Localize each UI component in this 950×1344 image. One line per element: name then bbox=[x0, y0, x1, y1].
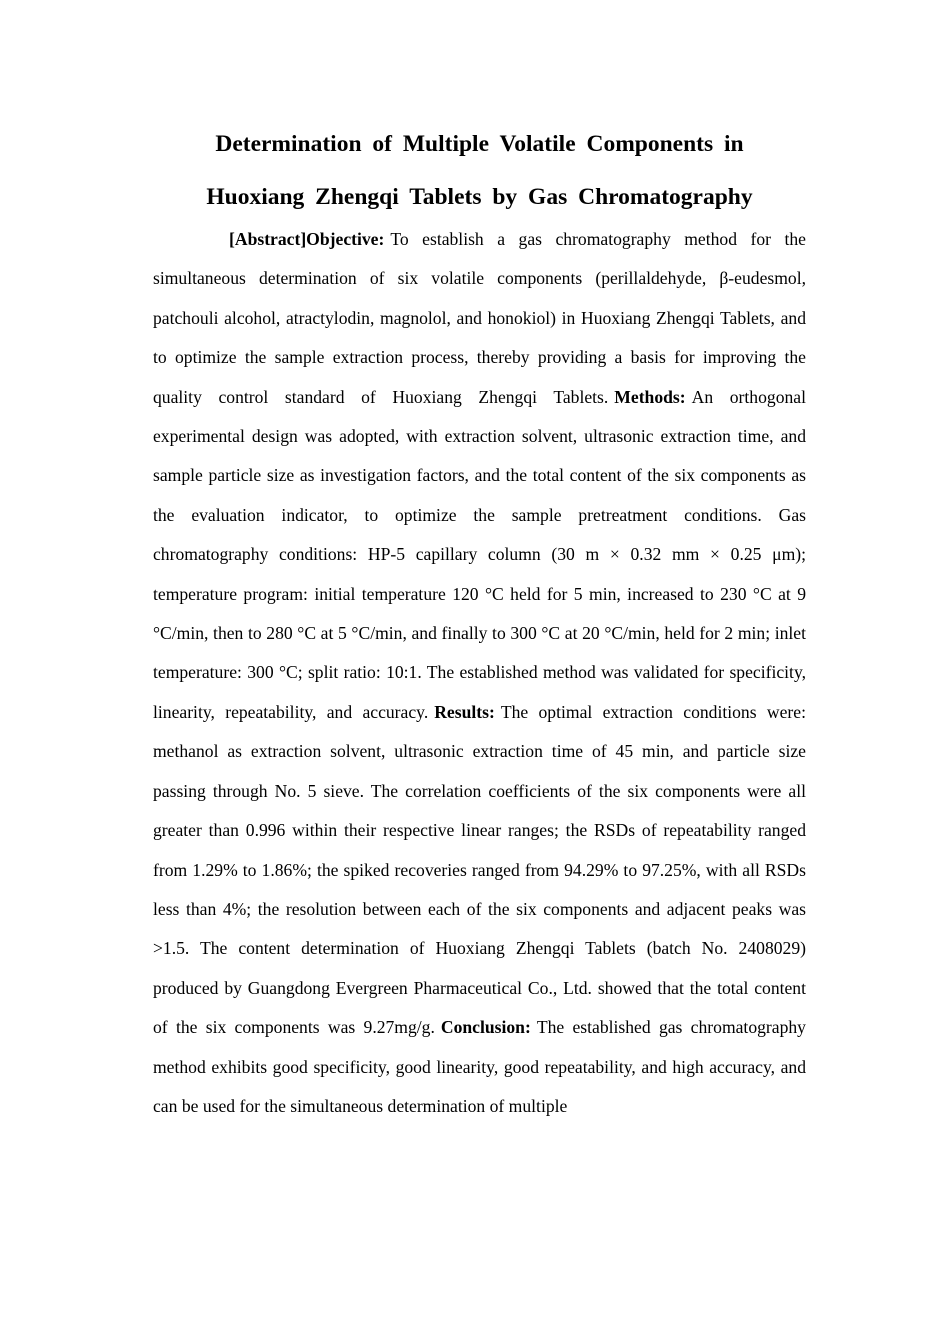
title-line-2: Huoxiang Zhengqi Tablets by Gas Chromatography bbox=[206, 184, 753, 210]
paper-title bbox=[153, 118, 806, 224]
results-text: The optimal extraction conditions were: methanol as extraction solvent, ultrasonic extraction time of 45 min, and particle size passing through No. 5 sieve. The correlation coefficients of the six components were all greater than 0.996 within their respective linear ranges; the RSDs of repeatability ranged from 1.29% to 1.86%; the spiked recoveries ranged from 94.29% to 97.25%, with all RSDs less than 4%; the resolution between each of the six components and adjacent peaks was >1.5. The content determination of Huoxiang Zhengqi Tablets (batch No. 2408029) produced by Guangdong Evergreen Pharmaceutical Co., Ltd. showed that the total content of the six components was 9.27mg/g. bbox=[153, 701, 806, 1038]
methods-text: An orthogonal experimental design was adopted, with extraction solvent, ultrasonic extraction time, and sample particle size as investigation factors, and the total content of the six components as the evaluation indicator, to optimize the sample pretreatment conditions. Gas chromatography conditions: HP-5 capillary column (30 m × 0.32 mm × 0.25 μm); temperature program: initial temperature 120 °C held for 5 min, increased to 230 °C at 9 °C/min, then to 280 °C at 5 °C/min, and finally to 300 °C at 20 °C/min, held for 2 min; inlet temperature: 300 °C; split ratio: 10:1. The established method was validated for specificity, linearity, repeatability, and accuracy. bbox=[153, 386, 806, 722]
conclusion-label: Conclusion: bbox=[440, 1017, 531, 1038]
objective-label: [Abstract]Objective: bbox=[229, 229, 385, 249]
paper-page bbox=[153, 118, 806, 1126]
objective-text: To establish a gas chromatography method for the simultaneous determination of six volatile components (perillaldehyde, β-eudesmol, patchouli alcohol, atractylodin, magnolol, and honokiol) in Huoxiang Zhengqi Tablets, and to optimize the sample extraction process, thereby providing a basis for improving the quality control standard of Huoxiang Zhengqi Tablets. bbox=[153, 229, 806, 407]
conclusion-text: The established gas chromatography method exhibits good specificity, good linearity, good repeatability, and high accuracy, and can be used for the simultaneous determination of multiple bbox=[153, 1017, 806, 1116]
results-label: Results: bbox=[434, 701, 495, 722]
methods-label: Methods: bbox=[614, 386, 686, 407]
abstract-paragraph bbox=[153, 220, 806, 1126]
title-line-1: Determination of Multiple Volatile Components in bbox=[215, 131, 744, 157]
